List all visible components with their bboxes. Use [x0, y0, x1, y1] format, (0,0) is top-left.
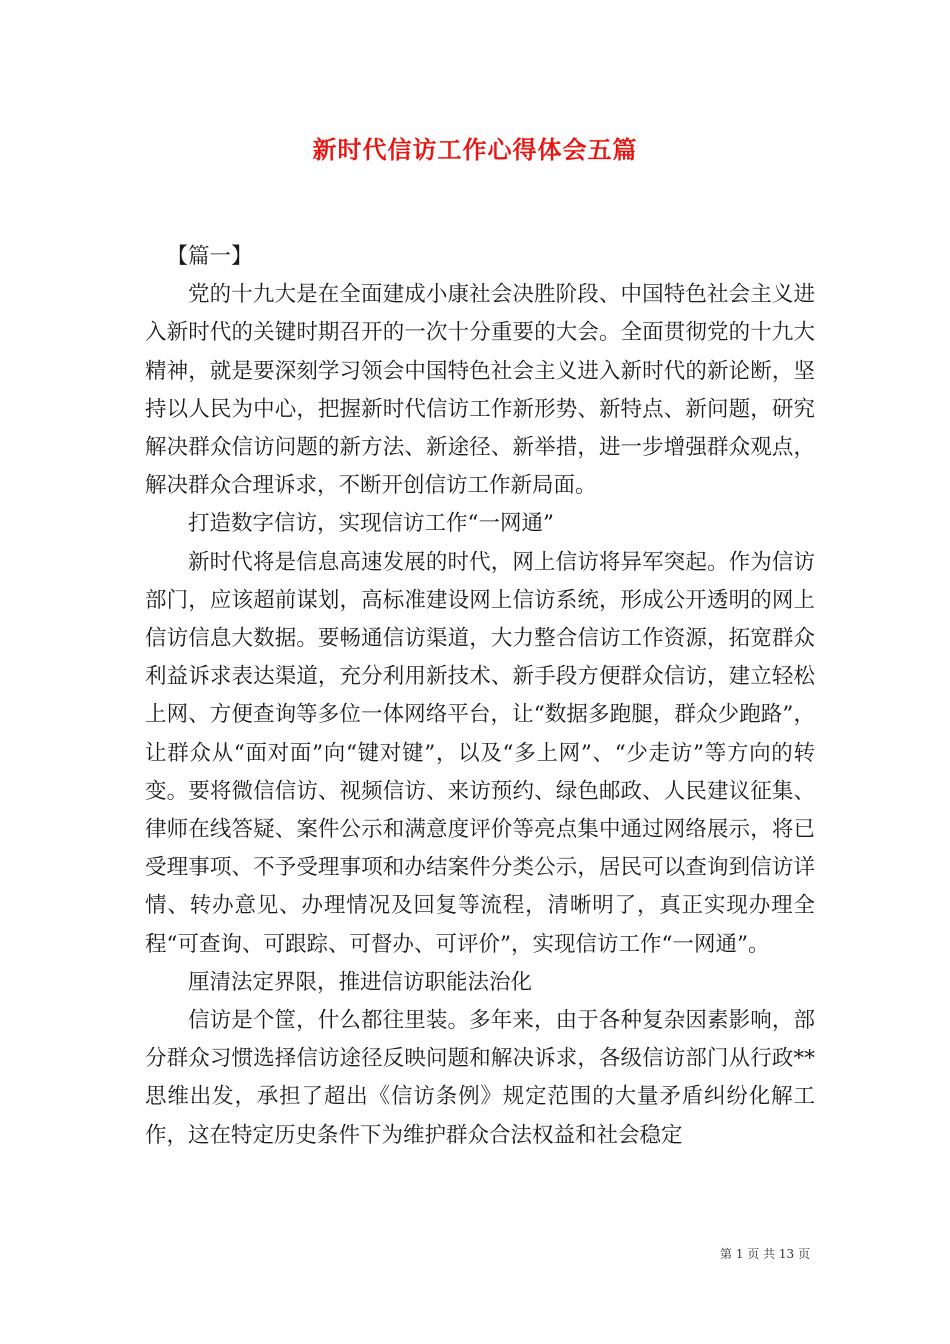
- paragraph-digital-petition: 新时代将是信息高速发展的时代，网上信访将异军突起。作为信访部门，应该超前谋划，高标准建设网上信访系统，形成公开透明的网上信访信息大数据。要畅通信访渠道，大力整合信访工作资源，拓宽群众利益诉求表达渠道，充分利用新技术、新手段方便群众信访，建立轻松上网、方便查询等多位一体网络平台，让“数据多跑腿，群众少跑路”，让群众从“面对面”向“键对键”，以及“多上网”、“少走访”等方向的转变。要将微信信访、视频信访、来访预约、绿色邮政、人民建议征集、律师在线答疑、案件公示和满意度评价等亮点集中通过网络展示，将已受理事项、不予受理事项和办结案件分类公示，居民可以查询到信访详情、转办意见、办理情况及回复等流程，清晰明了，真正实现办理全程“可查询、可跟踪、可督办、可评价”，实现信访工作“一网通”。: [145, 549, 815, 957]
- page-number: 第 1 页 共 13 页: [720, 1247, 810, 1261]
- paragraph-intro: 党的十九大是在全面建成小康社会决胜阶段、中国特色社会主义进入新时代的关键时期召开的一次十分重要的大会。全面贯彻党的十九大精神，就是要深刻学习领会中国特色社会主义进入新时代的新论断，坚持以人民为中心，把握新时代信访工作新形势、新特点、新问题，研究解决群众信访问题的新方法、新途径、新举措，进一步增强群众观点，解决群众合理诉求，不断开创信访工作新局面。: [145, 282, 815, 499]
- paragraph-rule-of-law: 信访是个筐，什么都往里装。多年来，由于各种复杂因素影响，部分群众习惯选择信访途径反映问题和解决诉求，各级信访部门从行政**思维出发，承担了超出《信访条例》规定范围的大量矛盾纠纷化解工作，这在特定历史条件下为维护群众合法权益和社会稳定: [145, 1008, 815, 1148]
- document-body: [145, 238, 815, 1155]
- page-title: 新时代信访工作心得体会五篇: [312, 135, 638, 164]
- section-label: 【篇一】: [166, 244, 253, 269]
- subheading-digital-petition: 打造数字信访，实现信访工作“一网通”: [188, 511, 554, 537]
- subheading-rule-of-law: 厘清法定界限，推进信访职能法治化: [188, 969, 533, 995]
